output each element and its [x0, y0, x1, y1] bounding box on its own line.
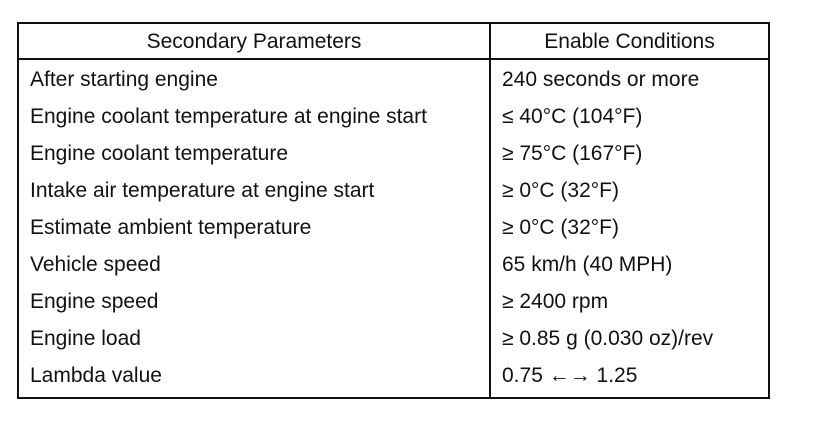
table-row: [18, 283, 769, 320]
parameter-cell: After starting engine: [18, 59, 490, 98]
table-header-row: [18, 23, 769, 59]
table-row: [18, 135, 769, 172]
parameter-cell: Lambda value: [18, 357, 490, 398]
table-row: [18, 172, 769, 209]
header-secondary-parameters: Secondary Parameters: [18, 23, 490, 59]
table-row: [18, 98, 769, 135]
parameter-cell: Estimate ambient temperature: [18, 209, 490, 246]
parameter-cell: Engine load: [18, 320, 490, 357]
enable-conditions-table-container: [17, 22, 768, 399]
parameter-cell: Engine speed: [18, 283, 490, 320]
parameter-cell: Engine coolant temperature: [18, 135, 490, 172]
table-row: [18, 59, 769, 98]
condition-cell: 0.75 ←→ 1.25: [502, 364, 638, 387]
enable-conditions-table: [17, 22, 770, 399]
parameter-cell: Intake air temperature at engine start: [18, 172, 490, 209]
table-row: [18, 246, 769, 283]
parameter-cell: Engine coolant temperature at engine start: [18, 98, 490, 135]
condition-cell: 240 seconds or more: [502, 68, 700, 91]
condition-cell: ≥ 0°C (32°F): [502, 179, 620, 202]
parameter-cell: Vehicle speed: [18, 246, 490, 283]
table-row: [18, 357, 769, 398]
header-enable-conditions: Enable Conditions: [490, 23, 769, 59]
table-row: [18, 320, 769, 357]
condition-cell: ≤ 40°C (104°F): [502, 105, 643, 128]
condition-cell: ≥ 0.85 g (0.030 oz)/rev: [502, 327, 714, 350]
condition-cell: ≥ 2400 rpm: [502, 290, 609, 313]
condition-cell: ≥ 0°C (32°F): [502, 216, 620, 239]
condition-cell: 65 km/h (40 MPH): [502, 253, 673, 276]
condition-cell: ≥ 75°C (167°F): [502, 142, 643, 165]
table-row: [18, 209, 769, 246]
